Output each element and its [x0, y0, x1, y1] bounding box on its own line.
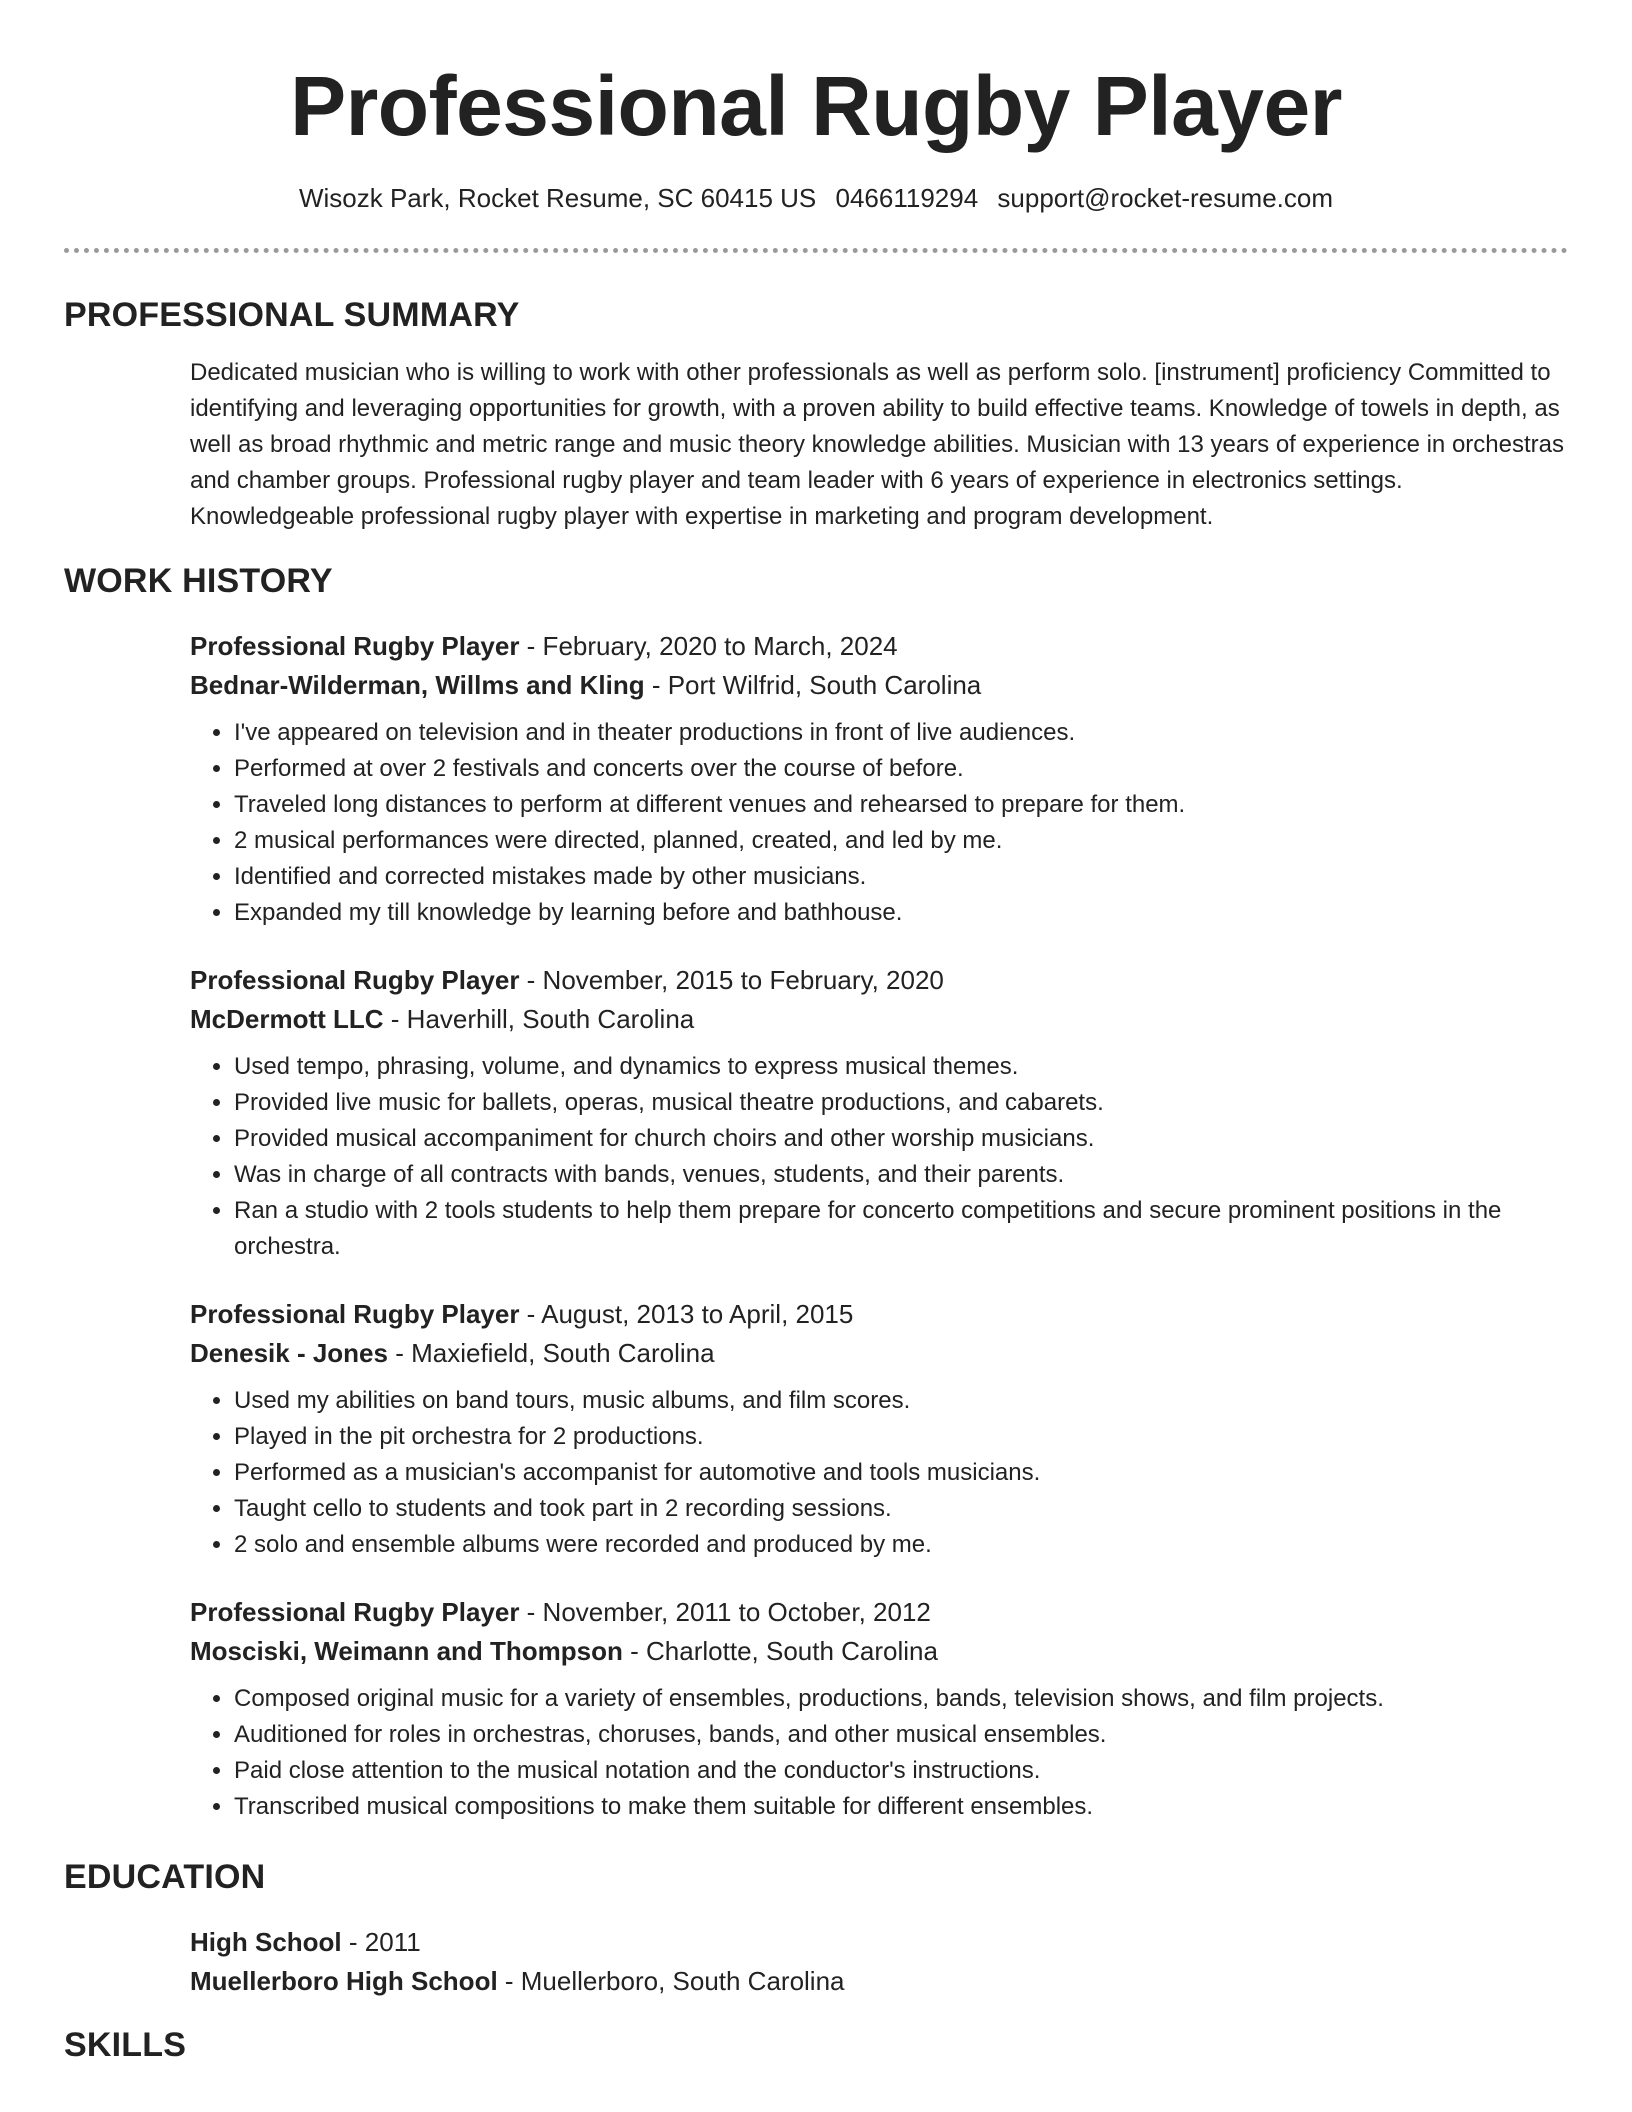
job-bullet: • Provided live music for ballets, operas, musical theatre productions, and cabarets.	[234, 1085, 1568, 1121]
job-entry	[190, 1593, 1568, 1825]
job-dates: - February, 2020 to March, 2024	[519, 631, 898, 661]
job-bullet: • Provided musical accompaniment for church choirs and other worship musicians.	[234, 1121, 1568, 1157]
job-bullets	[190, 1681, 1568, 1825]
job-bullet: • Used my abilities on band tours, music albums, and film scores.	[234, 1383, 1568, 1419]
job-entry	[190, 1295, 1568, 1563]
contact-line	[64, 180, 1568, 216]
job-location: - Port Wilfrid, South Carolina	[644, 670, 982, 700]
job-bullet: • Was in charge of all contracts with bands, venues, students, and their parents.	[234, 1157, 1568, 1193]
job-bullet: • I've appeared on television and in theater productions in front of live audiences.	[234, 715, 1568, 751]
education-entry	[190, 1923, 1568, 2001]
job-bullet: • Taught cello to students and took part in 2 recording sessions.	[234, 1491, 1568, 1527]
job-bullet: • 2 solo and ensemble albums were recorded and produced by me.	[234, 1527, 1568, 1563]
education-year: - 2011	[341, 1927, 421, 1957]
job-bullet: • Composed original music for a variety of ensembles, productions, bands, television shows, and film projects.	[234, 1681, 1568, 1717]
job-title-line	[190, 1593, 1568, 1632]
job-bullet: • Played in the pit orchestra for 2 productions.	[234, 1419, 1568, 1455]
job-title-line	[190, 1295, 1568, 1334]
job-bullet: • Performed as a musician's accompanist for automotive and tools musicians.	[234, 1455, 1568, 1491]
contact-email[interactable]: support@rocket-resume.com	[997, 183, 1334, 213]
job-role: Professional Rugby Player	[190, 631, 520, 661]
education-school: Muellerboro High School	[190, 1966, 498, 1996]
resume-name: Professional Rugby Player	[290, 59, 1342, 153]
job-bullet: • 2 musical performances were directed, planned, created, and led by me.	[234, 823, 1568, 859]
contact-address: Wisozk Park, Rocket Resume, SC 60415 US	[298, 183, 817, 213]
job-bullets	[190, 1049, 1568, 1265]
summary-text: Dedicated musician who is willing to work with other professionals as well as perform solo. [instrument] proficiency Committed to identifying and leveraging opportunities for growth, with a proven ability to build effective teams. Knowledge of towels in depth, as well as broad rhythmic and metric range and music theory knowledge abilities. Musician with 13 years of experience in orchestras and chamber groups. Professional rugby player and team leader with 6 years of experience in electronics settings. Knowledgeable professional rugby player with expertise in marketing and program development.	[190, 359, 1564, 530]
job-entry	[190, 627, 1568, 931]
job-dates: - November, 2011 to October, 2012	[519, 1597, 931, 1627]
job-bullets	[190, 715, 1568, 931]
job-company: Bednar-Wilderman, Willms and Kling	[190, 670, 645, 700]
job-bullets	[190, 1383, 1568, 1563]
contact-phone: 0466119294	[835, 183, 979, 213]
job-role: Professional Rugby Player	[190, 1299, 520, 1329]
job-entry	[190, 961, 1568, 1265]
work-history-list	[190, 627, 1568, 1825]
job-bullet: • Transcribed musical compositions to make them suitable for different ensembles.	[234, 1789, 1568, 1825]
job-role: Professional Rugby Player	[190, 1597, 520, 1627]
job-dates: - August, 2013 to April, 2015	[519, 1299, 854, 1329]
job-company: McDermott LLC	[190, 1004, 384, 1034]
education-degree-line	[190, 1923, 1568, 1962]
education-heading: EDUCATION	[64, 1858, 266, 1896]
work-history-heading: WORK HISTORY	[64, 562, 333, 600]
job-bullet: • Used tempo, phrasing, volume, and dynamics to express musical themes.	[234, 1049, 1568, 1085]
job-bullet: • Identified and corrected mistakes made by other musicians.	[234, 859, 1568, 895]
education-degree: High School	[190, 1927, 342, 1957]
job-company-line	[190, 666, 1568, 705]
job-bullet: • Paid close attention to the musical notation and the conductor's instructions.	[234, 1753, 1568, 1789]
job-bullet: • Traveled long distances to perform at different venues and rehearsed to prepare for them.	[234, 787, 1568, 823]
job-bullet: • Auditioned for roles in orchestras, choruses, bands, and other musical ensembles.	[234, 1717, 1568, 1753]
job-company-line	[190, 1000, 1568, 1039]
education-school-line	[190, 1962, 1568, 2001]
resume-page	[64, 0, 1568, 2067]
job-bullet: • Expanded my till knowledge by learning before and bathhouse.	[234, 895, 1568, 931]
job-title-line	[190, 627, 1568, 666]
summary-heading: PROFESSIONAL SUMMARY	[64, 296, 520, 334]
job-role: Professional Rugby Player	[190, 965, 520, 995]
job-company-line	[190, 1334, 1568, 1373]
header-divider	[64, 248, 1568, 253]
job-company: Denesik - Jones	[190, 1338, 388, 1368]
job-title-line	[190, 961, 1568, 1000]
job-dates: - November, 2015 to February, 2020	[519, 965, 944, 995]
job-location: - Maxiefield, South Carolina	[387, 1338, 715, 1368]
skills-heading: SKILLS	[64, 2026, 187, 2064]
job-company: Mosciski, Weimann and Thompson	[190, 1636, 623, 1666]
job-bullet: • Performed at over 2 festivals and concerts over the course of before.	[234, 751, 1568, 787]
education-location: - Muellerboro, South Carolina	[497, 1966, 845, 1996]
job-location: - Haverhill, South Carolina	[383, 1004, 695, 1034]
job-bullet: • Ran a studio with 2 tools students to help them prepare for concerto competitions and secure prominent positions in the orchestra.	[234, 1193, 1568, 1265]
job-company-line	[190, 1632, 1568, 1671]
job-location: - Charlotte, South Carolina	[622, 1636, 938, 1666]
